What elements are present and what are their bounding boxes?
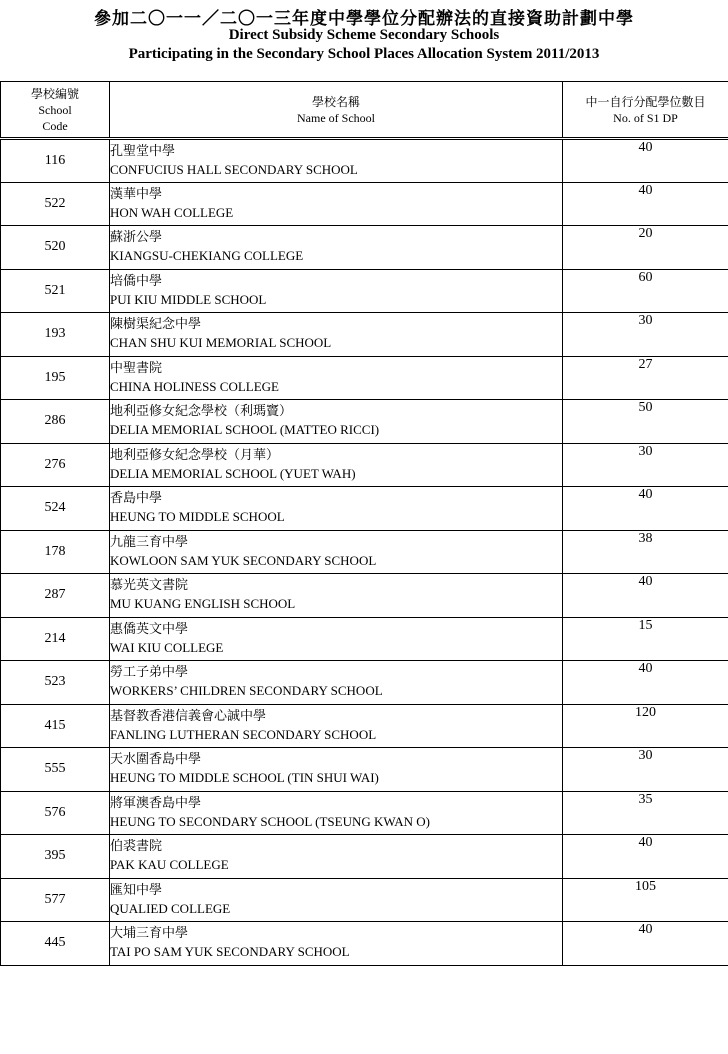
school-name — [110, 661, 563, 705]
school-name — [110, 487, 563, 531]
school-name — [110, 617, 563, 661]
header-code-en-1: School — [38, 102, 72, 117]
school-name — [110, 313, 563, 357]
s1-dp-count: 40 — [563, 487, 728, 531]
school-name-zh: 地利亞修女紀念學校（利瑪竇） — [110, 404, 293, 419]
school-code: 286 — [1, 400, 110, 444]
school-code: 214 — [1, 617, 110, 661]
table-row — [1, 356, 728, 400]
school-name-zh: 天水圍香島中學 — [110, 752, 202, 767]
page-title-en: Direct Subsidy Scheme Secondary Schools — [228, 27, 500, 43]
school-name-zh: 大埔三育中學 — [110, 926, 189, 941]
school-name-en: KIANGSU-CHEKIANG COLLEGE — [110, 248, 304, 263]
school-code: 576 — [1, 791, 110, 835]
school-code: 445 — [1, 922, 110, 966]
table-row — [1, 661, 728, 705]
school-code: 521 — [1, 269, 110, 313]
school-name — [110, 400, 563, 444]
school-name-en: PAK KAU COLLEGE — [110, 857, 229, 872]
s1-dp-count: 60 — [563, 269, 728, 313]
s1-dp-count: 40 — [563, 661, 728, 705]
school-name-en: HEUNG TO SECONDARY SCHOOL (TSEUNG KWAN O) — [110, 813, 430, 829]
school-code: 523 — [1, 661, 110, 705]
school-name-en: WAI KIU COLLEGE — [110, 639, 224, 655]
s1-dp-count: 40 — [563, 922, 728, 966]
school-name-zh: 慕光英文書院 — [110, 578, 189, 593]
table-row — [1, 617, 728, 661]
school-code: 276 — [1, 443, 110, 487]
school-name-zh: 基督教香港信義會心誠中學 — [110, 708, 267, 724]
school-name-en: CONFUCIUS HALL SECONDARY SCHOOL — [110, 162, 358, 177]
school-name-zh: 將軍澳香島中學 — [110, 795, 202, 811]
page-title-zh: 參加二〇一一／二〇一三年度中學學位分配辦法的直接資助計劃中學 — [94, 9, 634, 29]
school-name-en: FANLING LUTHERAN SECONDARY SCHOOL — [110, 726, 377, 742]
s1-dp-count: 27 — [563, 356, 728, 400]
school-name — [110, 574, 563, 618]
header-name-en: Name of School — [297, 110, 375, 125]
header-dp-zh: 中一自行分配學位數目 — [585, 94, 706, 109]
schools-table — [0, 81, 728, 966]
school-name — [110, 226, 563, 270]
school-name-en: DELIA MEMORIAL SCHOOL (YUET WAH) — [110, 465, 356, 481]
table-row — [1, 313, 728, 357]
s1-dp-count: 30 — [563, 313, 728, 357]
s1-dp-count: 120 — [563, 704, 728, 748]
school-name — [110, 356, 563, 400]
table-row — [1, 226, 728, 270]
table-row — [1, 139, 728, 183]
header-school-code — [1, 82, 110, 139]
school-name-zh: 惠僑英文中學 — [110, 621, 189, 637]
school-name-en: HEUNG TO MIDDLE SCHOOL (TIN SHUI WAI) — [110, 770, 379, 785]
table-row — [1, 704, 728, 748]
s1-dp-count: 105 — [563, 878, 728, 922]
s1-dp-count: 38 — [563, 530, 728, 574]
s1-dp-count: 50 — [563, 400, 728, 444]
table-row — [1, 574, 728, 618]
school-code: 195 — [1, 356, 110, 400]
school-name-zh: 伯裘書院 — [110, 839, 163, 854]
page-subtitle-en: Participating in the Secondary School Places Allocation System 2011/2013 — [128, 46, 600, 62]
s1-dp-count: 40 — [563, 574, 728, 618]
table-row — [1, 878, 728, 922]
s1-dp-count: 30 — [563, 748, 728, 792]
school-name — [110, 748, 563, 792]
s1-dp-count: 20 — [563, 226, 728, 270]
table-row — [1, 835, 728, 879]
s1-dp-count: 35 — [563, 791, 728, 835]
header-s1-dp — [563, 82, 728, 139]
school-name-zh: 孔聖堂中學 — [110, 144, 176, 159]
school-code: 577 — [1, 878, 110, 922]
table-header-row — [1, 82, 728, 139]
school-name-en: HON WAH COLLEGE — [110, 204, 234, 220]
school-name-en: PUI KIU MIDDLE SCHOOL — [110, 291, 267, 307]
school-code: 524 — [1, 487, 110, 531]
school-code: 520 — [1, 226, 110, 270]
school-code: 522 — [1, 182, 110, 226]
table-row — [1, 487, 728, 531]
school-name-en: QUALIED COLLEGE — [110, 900, 231, 916]
table-row — [1, 748, 728, 792]
school-code: 555 — [1, 748, 110, 792]
school-name — [110, 704, 563, 748]
school-code: 116 — [1, 139, 110, 183]
school-name-en: CHINA HOLINESS COLLEGE — [110, 378, 279, 394]
school-name-en: HEUNG TO MIDDLE SCHOOL — [110, 509, 285, 524]
table-row — [1, 530, 728, 574]
school-name — [110, 139, 563, 183]
header-code-zh: 學校編號 — [30, 86, 79, 101]
school-name-en: CHAN SHU KUI MEMORIAL SCHOOL — [110, 335, 332, 350]
school-code: 415 — [1, 704, 110, 748]
school-name-en: WORKERS’ CHILDREN SECONDARY SCHOOL — [110, 683, 383, 698]
school-name-zh: 九龍三育中學 — [110, 534, 189, 550]
school-name-zh: 蘇浙公學 — [110, 230, 163, 245]
school-name — [110, 443, 563, 487]
school-name-zh: 漢華中學 — [110, 186, 163, 202]
school-name — [110, 835, 563, 879]
school-code: 395 — [1, 835, 110, 879]
s1-dp-count: 15 — [563, 617, 728, 661]
school-name — [110, 922, 563, 966]
school-code: 178 — [1, 530, 110, 574]
school-name-zh: 匯知中學 — [110, 882, 163, 898]
school-name — [110, 791, 563, 835]
table-row — [1, 400, 728, 444]
table-row — [1, 443, 728, 487]
s1-dp-count: 30 — [563, 443, 728, 487]
header-name-zh: 學校名稱 — [311, 94, 360, 109]
school-name — [110, 530, 563, 574]
table-row — [1, 791, 728, 835]
header-school-name — [110, 82, 563, 139]
school-code: 287 — [1, 574, 110, 618]
school-name — [110, 269, 563, 313]
header-code-en-2: Code — [42, 118, 68, 133]
school-name-en: MU KUANG ENGLISH SCHOOL — [110, 596, 296, 611]
school-name-en: TAI PO SAM YUK SECONDARY SCHOOL — [110, 944, 350, 959]
school-name — [110, 878, 563, 922]
header-dp-en: No. of S1 DP — [613, 110, 678, 125]
s1-dp-count: 40 — [563, 835, 728, 879]
school-name — [110, 182, 563, 226]
school-name-zh: 香島中學 — [110, 491, 163, 506]
school-name-en: KOWLOON SAM YUK SECONDARY SCHOOL — [110, 552, 377, 568]
school-name-en: DELIA MEMORIAL SCHOOL (MATTEO RICCI) — [110, 422, 380, 437]
school-name-zh: 陳樹渠紀念中學 — [110, 317, 202, 332]
table-row — [1, 922, 728, 966]
school-name-zh: 中聖書院 — [110, 360, 163, 376]
table-row — [1, 182, 728, 226]
school-name-zh: 勞工子弟中學 — [110, 665, 189, 680]
s1-dp-count: 40 — [563, 139, 728, 183]
school-name-zh: 地利亞修女紀念學校（月華） — [110, 447, 280, 463]
school-code: 193 — [1, 313, 110, 357]
s1-dp-count: 40 — [563, 182, 728, 226]
school-name-zh: 培僑中學 — [110, 273, 163, 289]
table-row — [1, 269, 728, 313]
